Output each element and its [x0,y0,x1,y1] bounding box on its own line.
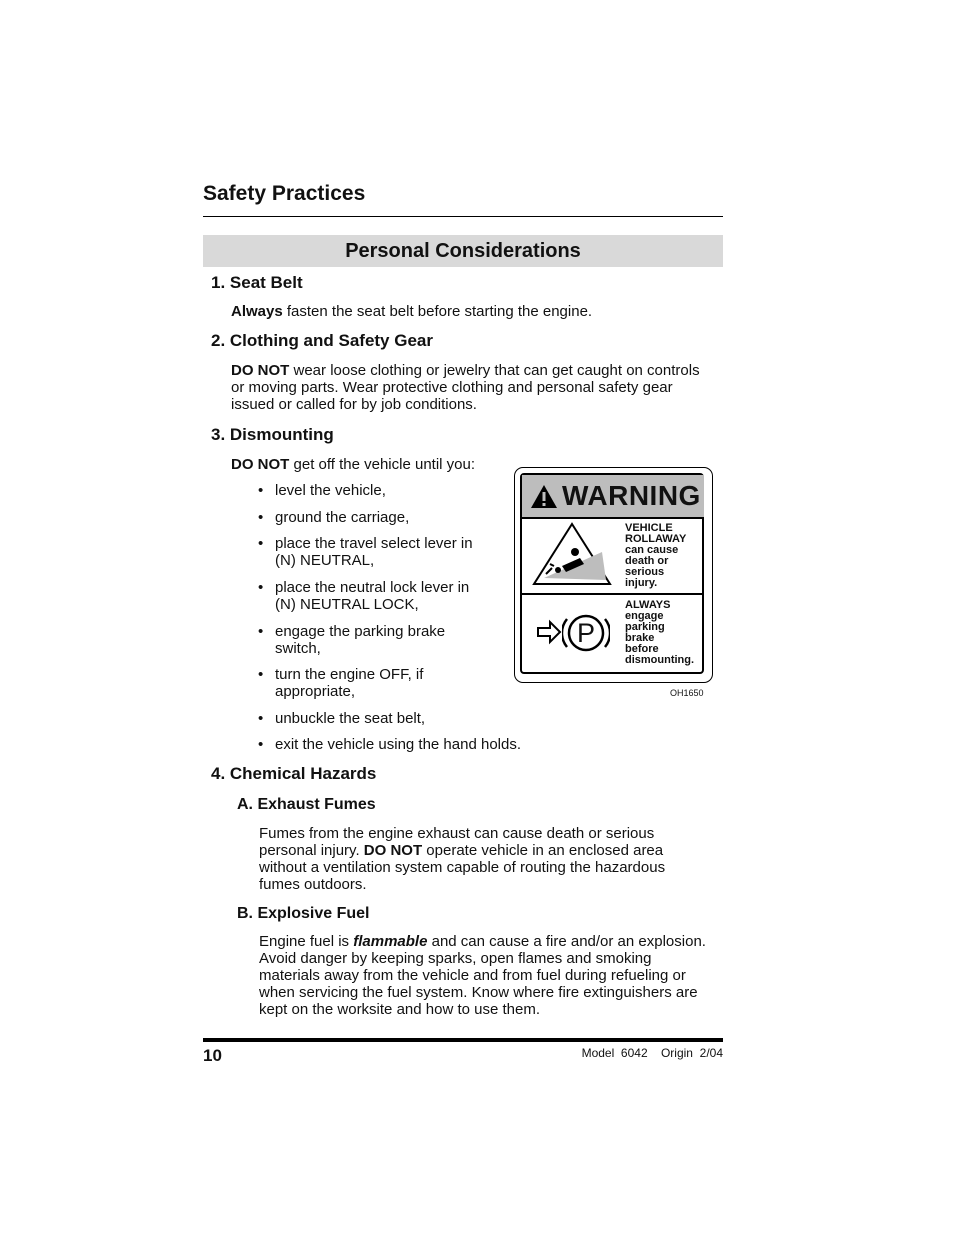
heading-clothing: 2. Clothing and Safety Gear [211,331,433,350]
seat-belt-text [231,303,592,320]
page-header-title: Safety Practices [203,182,366,205]
list-item: • engage the parking brake switch, [258,623,446,657]
seat-belt-lead: Always [231,303,283,320]
heading-chemical-hazards: 4. Chemical Hazards [211,764,377,783]
rollaway-warning-text: VEHICLE ROLLAWAY can cause death or serious injury. [625,522,687,589]
seat-belt-body: fasten the seat belt before starting the engine. [282,303,593,320]
footer-rule [203,1038,723,1042]
list-item: • turn the engine OFF, if appropriate, [258,666,424,700]
heading-dismounting: 3. Dismounting [211,425,334,444]
section-band [203,235,723,267]
vehicle-rollaway-icon [532,522,612,586]
dismounting-lead: DO NOT [231,456,290,473]
page-number: 10 [203,1046,222,1065]
clothing-line-3: issued or called for by job conditions. [231,396,477,413]
clothing-line-1: wear loose clothing or jewelry that can get caught on controls [289,362,700,379]
explosive-fuel-text: Engine fuel is flammable and can cause a fire and/or an explosion. Avoid danger by keeping sparks, open flames and smoking materials away from the vehicle and from fuel during refueling or when servicing the fuel system. Know where fire extinguishers are kept on the worksite and how to use them. [259,933,706,1018]
parking-symbol: P [576,618,595,648]
list-item: • place the neutral lock lever in (N) NEUTRAL LOCK, [258,579,470,613]
footer-model-origin: Model 6042 Origin 2/04 [581,1046,723,1060]
heading-seat-belt: 1. Seat Belt [211,273,303,292]
warning-title: WARNING [562,480,701,511]
list-item: • exit the vehicle using the hand holds. [258,736,521,753]
heading-explosive-fuel: B. Explosive Fuel [237,905,370,922]
clothing-lead: DO NOT [231,362,290,379]
label-code: OH1650 [670,688,704,698]
parking-warning-text: ALWAYS engage parking brake before dismounting. [625,599,695,666]
list-item: • unbuckle the seat belt, [258,710,426,727]
list-item: • place the travel select lever in (N) NEUTRAL, [258,535,473,569]
dismounting-intro-body: get off the vehicle until you: [289,456,476,473]
header-rule [203,216,723,217]
list-item: • ground the carriage, [258,509,410,526]
exhaust-fumes-text: Fumes from the engine exhaust can cause death or serious personal injury. DO NOT operate vehicle in an enclosed area without a ventilation system capable of routing the hazardous fumes outdoors. [259,825,666,893]
arrow-right-icon [536,618,562,646]
section-title: Personal Considerations [345,240,581,262]
dismounting-intro [231,456,475,473]
clothing-line-2: or moving parts. Wear protective clothing and personal safety gear [231,379,673,396]
heading-exhaust-fumes: A. Exhaust Fumes [237,796,376,813]
warning-panel-divider [522,593,704,595]
alert-triangle-icon [530,484,558,509]
list-item: • level the vehicle, [258,482,386,499]
clothing-text [231,362,723,413]
